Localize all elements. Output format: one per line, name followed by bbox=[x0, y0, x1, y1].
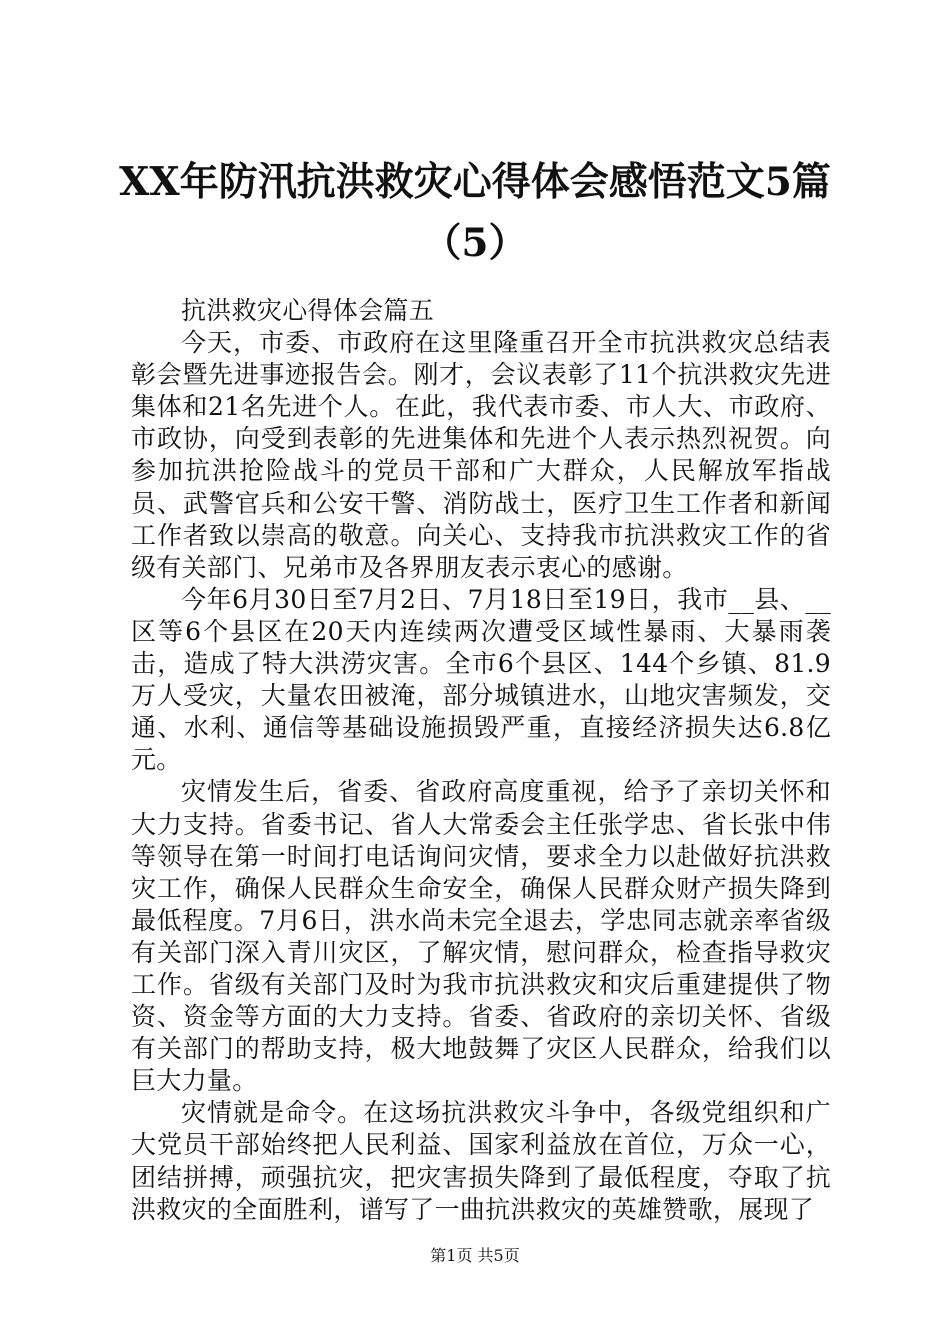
document-body bbox=[131, 295, 831, 1226]
document-title-line-1: XX年防汛抗洪救灾心得体会感悟范文5篇 bbox=[119, 159, 831, 205]
body-paragraph-3: 灾情发生后，省委、省政府高度重视，给予了亲切关怀和大力支持。省委书记、省人大常委会主任张学忠、省长张中伟等领导在第一时间打电话询问灾情，要求全力以赴做好抗洪救灾工作，确保人民群众生命安全，确保人民群众财产损失降到最低程度。7月6日，洪水尚未完全退去，学忠同志就亲率省级有关部门深入青川灾区，了解灾情，慰问群众，检查指导救灾工作。省级有关部门及时为我市抗洪救灾和灾后重建提供了物资、资金等方面的大力支持。省委、省政府的亲切关怀、省级有关部门的帮助支持，极大地鼓舞了灾区人民群众，给我们以巨大力量。 bbox=[131, 777, 831, 1096]
document-title-line-2: （5） bbox=[422, 220, 528, 266]
page-footer: 第1页 共5页 bbox=[430, 1246, 520, 1265]
body-paragraph-2: 今年6月30日至7月2日、7月18日至19日，我市__县、__区等6个县区在20天内连续两次遭受区域性暴雨、大暴雨袭击，造成了特大洪涝灾害。全市6个县区、144个乡镇、81.9万人受灾，大量农田被淹，部分城镇进水，山地灾害频发，交通、水利、通信等基础设施损毁严重，直接经济损失达6.8亿元。 bbox=[131, 584, 831, 775]
body-paragraph-1: 今天，市委、市政府在这里隆重召开全市抗洪救灾总结表彰会暨先进事迹报告会。刚才，会议表彰了11个抗洪救灾先进集体和21名先进个人。在此，我代表市委、市人大、市政府、市政协，向受到表彰的先进集体和先进个人表示热烈祝贺。向参加抗洪抢险战斗的党员干部和广大群众，人民解放军指战员、武警官兵和公安干警、消防战士，医疗卫生工作者和新闻工作者致以崇高的敬意。向关心、支持我市抗洪救灾工作的省级有关部门、兄弟市及各界朋友表示衷心的感谢。 bbox=[131, 328, 831, 582]
body-paragraph-4: 灾情就是命令。在这场抗洪救灾斗争中，各级党组织和广大党员干部始终把人民利益、国家利益放在首位，万众一心，团结拼搏，顽强抗灾，把灾害损失降到了最低程度，夺取了抗洪救灾的全面胜利，谱写了一曲抗洪救灾的英雄赞歌，展现了 bbox=[131, 1098, 831, 1224]
section-heading: 抗洪救灾心得体会篇五 bbox=[181, 296, 435, 325]
